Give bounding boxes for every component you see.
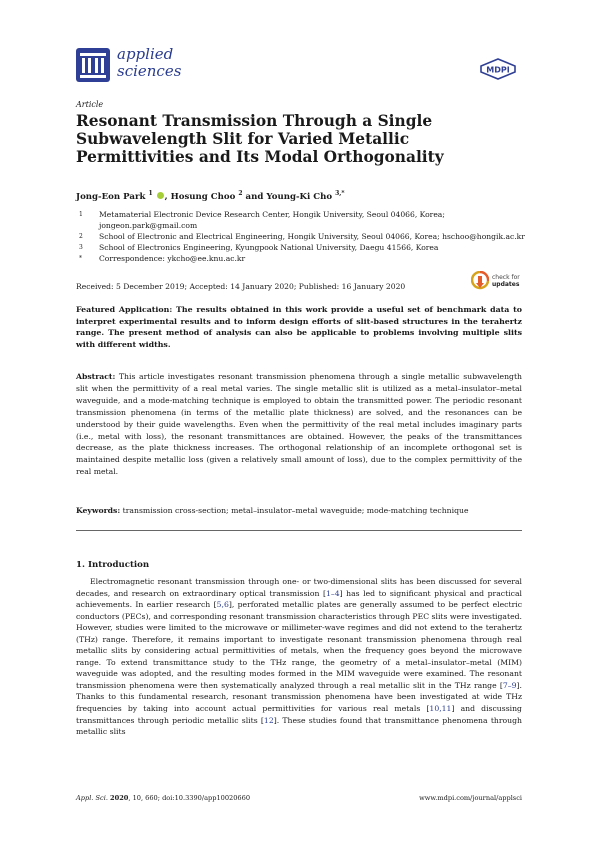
keywords-text: transmission cross-section; metal–insulator–metal waveguide; mode-matching technique [122,506,469,515]
body-text-span: ], perforated metallic plates are generally assumed to be perfect electric conductors (PECs), and corresponding resonant transmission characteristics through PEC slits were investigated. However, studies were limited to the microwave or millimeter-wave regimes and did not extend to the terahertz (THz) range. Therefore, it remains important to investigate resonant transmission phenomena through real metallic slits by considering actual permittivities of metals, when the frequency goes beyond the microwave range. To extend transmittance study to the THz range, the geometry of a metal–insulator–metal (MIM) waveguide was adopted, and the resulting modes formed in the MIM waveguide were examined. The resonant transmission phenomena were then systematically analyzed through a real metallic slit in the THz range [ [76,600,523,690]
section-divider [76,530,522,531]
footer-journal: Appl. Sci. [76,794,108,802]
author-name[interactable]: Jong-Eon Park [76,191,146,202]
journal-name-line2: sciences [117,62,182,80]
journal-url-link[interactable]: www.mdpi.com/journal/applsci [419,794,522,802]
affiliation-text: School of Electronics Engineering, Kyungpook National University, Daegu 41566, Korea [99,243,439,253]
article-type: Article [76,100,104,109]
affiliation-item [76,231,529,242]
body-text-span: ]. These studies found that transmittance phenomena through metallic slits [76,715,522,737]
featured-application [76,304,522,350]
journal-name [117,46,181,80]
citation-link[interactable]: 12 [263,715,274,725]
affiliation-text: Metamaterial Electronic Device Research Center, Hongik University, Seoul 04066, Korea; jongeon.park@gmail.com [99,210,445,231]
citation-link[interactable]: 10,11 [429,704,452,714]
journal-logo-icon [76,48,110,82]
affiliation-number: 1 [79,211,83,218]
author-affil-ref: 1 [148,190,153,197]
introduction-paragraph [76,576,522,738]
featured-application-label: Featured Application: [76,305,173,314]
orcid-icon[interactable] [157,192,164,199]
author-affil-ref: 3,* [335,190,345,197]
featured-application-text: The results obtained in this work provide a useful set of benchmark data to interpret experimental results and to inform design efforts of slit-based structures in the terahertz range. The present method of analysis can also be applicable to problems involving multiple slits with different widths. [76,305,522,349]
body-text-span: ] has led to significant physical and practical achievements. In earlier research [ [76,588,522,610]
footer-doi: , 10, 660; doi:10.3390/app10020660 [128,794,251,802]
body-text-span: Electromagnetic resonant transmission through one- or two-dimensional slits has been discussed for several decades, and research on extraordinary optical transmission [ [76,577,522,598]
publication-dates: Received: 5 December 2019; Accepted: 14 January 2020; Published: 16 January 2020 [76,282,406,291]
citation-footer [76,794,250,802]
affiliation-number: * [79,255,82,263]
affiliation-list [76,209,529,264]
author-affil-ref: 2 [238,190,243,197]
abstract [76,371,522,478]
affiliation-number: 3 [79,244,83,252]
citation-link[interactable]: 5,6 [216,600,229,610]
correspondence-text: Correspondence: ykcho@ee.knu.ac.kr [99,254,246,264]
citation-link[interactable]: 7–9 [502,680,517,690]
section-heading-introduction: 1. Introduction [76,560,150,570]
check-updates-icon [471,271,489,291]
mdpi-logo-icon [479,58,517,80]
affiliation-item [76,253,529,264]
affiliation-number: 2 [79,233,83,241]
article-title: Resonant Transmission Through a Single Subwavelength Slit for Varied Metallic Permittivities and Its Modal Orthogonality [76,112,444,166]
svg-text:MDPI: MDPI [486,65,510,75]
author-name[interactable]: Young-Ki Cho [266,191,333,202]
author-list: Jong-Eon Park $^1$ , Hosung Choo $^2$ and Young-Ki Cho $^{3,*}$ [76,190,345,202]
footer-year: 2020 [110,794,129,802]
citation-link[interactable]: 1–4 [325,588,340,598]
journal-name-line1: applied [117,45,174,63]
keywords [76,506,522,515]
body-text-span: ] and discussing transmittances through periodic metallic slits [ [76,704,522,725]
abstract-text: This article investigates resonant transmission phenomena through a single metallic subwavelength slit when the permittivity of a real metal varies. The single metallic slit is utilized as a metal–insulator–metal waveguide, and a mode-matching technique is employed to obtain the transmitted power. The periodic resonant transmission phenomena (in terms of the metallic plate thickness) are solved, and the resonances can be understood by their guide wavelengths. Even when the permittivity of the real metal includes imaginary parts (i.e., metal with loss), the resonant transmittances are obtained. However, the peaks of the transmittances decrease, as the plate thickness increases. The orthogonal relationship of an incomplete orthogonal set is maintained despite metallic loss (given a relatively small amount of loss), due to the complex permittivity of the real metal. [76,372,522,477]
author-name[interactable]: Hosung Choo [170,191,236,202]
keywords-label: Keywords: [76,506,121,515]
affiliation-item [76,242,529,253]
body-text-span: ]. Thanks to this fundamental research, resonant transmission phenomena have been investigated at wide THz frequencies by taking into account actual permittivities for various real metals [ [76,680,522,714]
check-updates-button[interactable] [471,270,523,294]
affiliation-item [76,209,529,231]
affiliation-text: School of Electronic and Electrical Engineering, Hongik University, Seoul 04066, Korea; hschoo@hongik.ac.kr [99,232,525,242]
check-updates-label: check for updates [492,274,520,288]
abstract-label: Abstract: [76,372,116,381]
